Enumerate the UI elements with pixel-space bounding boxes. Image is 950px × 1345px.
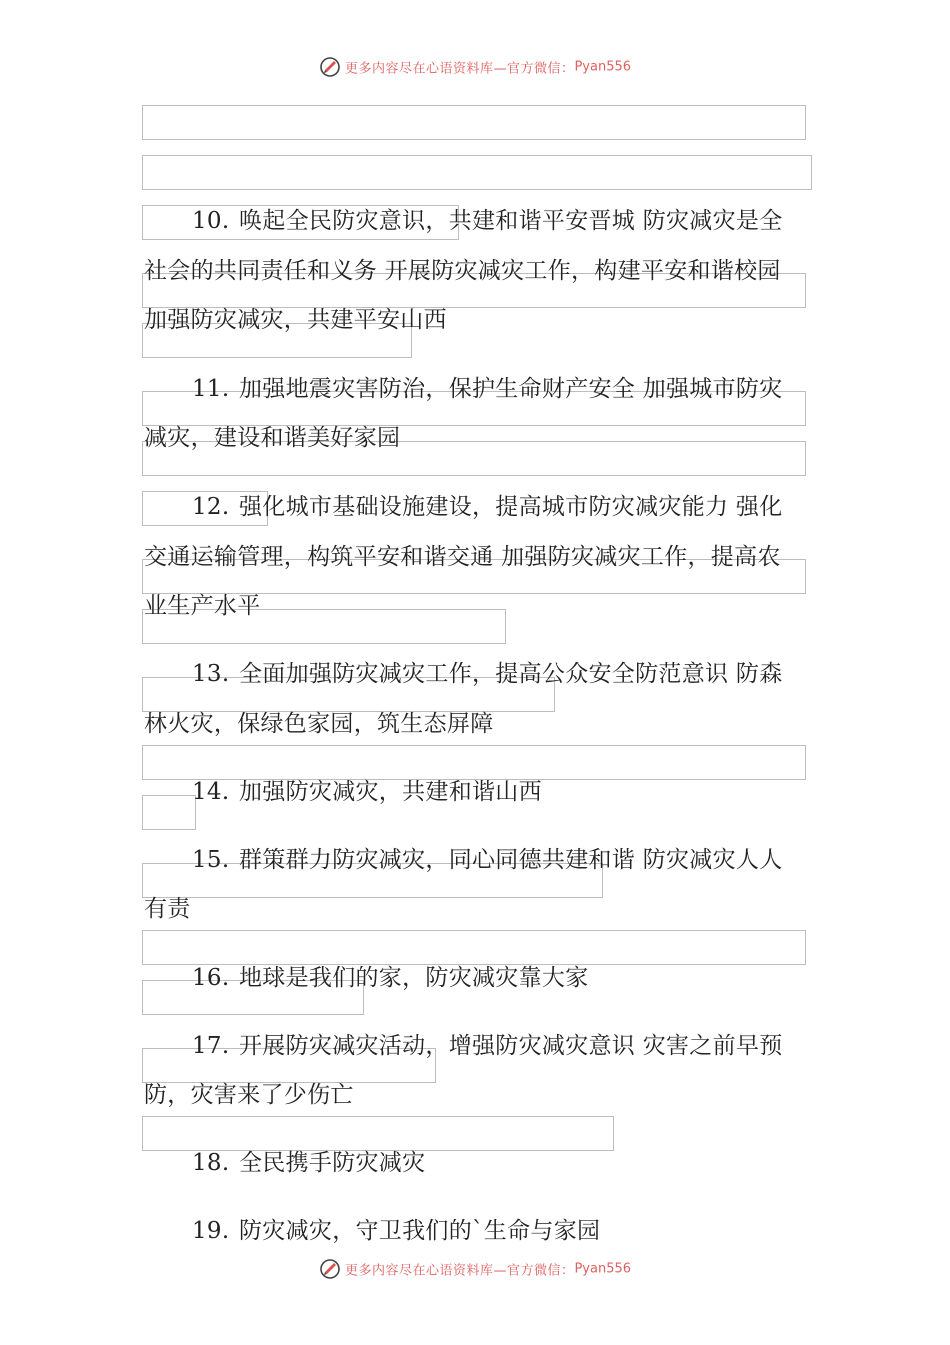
item-text: 有责 (144, 896, 191, 922)
list-item-line (192, 492, 783, 522)
item-text: 防，灾害来了少伤亡 (144, 1082, 354, 1108)
item-text: 全面加强防灾减灾工作，提高公众安全防范意识 防森 (239, 661, 783, 687)
outline-box (142, 105, 806, 140)
item-number: 13. (192, 661, 230, 687)
item-text: 唤起全民防灾意识，共建和谐平安晋城 防灾减灾是全 (239, 208, 783, 234)
list-item-line (144, 1080, 354, 1110)
watermark-code: Pyan556 (574, 59, 632, 75)
list-item-line (144, 709, 494, 739)
item-number: 19. (192, 1218, 230, 1244)
item-text: 业生产水平 (144, 593, 261, 619)
watermark-code: Pyan556 (574, 1261, 632, 1277)
footer-watermark (0, 1258, 950, 1280)
item-text: 加强防灾减灾，共建和谐山西 (239, 779, 542, 805)
list-item-line (192, 1031, 783, 1061)
list-item-line (192, 206, 783, 236)
watermark-text: 更多内容尽在心语资料库—官方微信： (344, 1263, 575, 1279)
outline-box (142, 930, 806, 965)
list-item-line (192, 963, 589, 993)
item-number: 16. (192, 965, 230, 991)
list-item-line (192, 1216, 600, 1246)
list-item-line (144, 423, 400, 453)
item-number: 17. (192, 1033, 230, 1059)
item-text: 社会的共同责任和义务 开展防灾减灾工作，构建平安和谐校园 (144, 258, 781, 284)
brand-logo-icon (319, 56, 341, 78)
outline-box (142, 155, 812, 190)
item-number: 11. (192, 376, 230, 402)
list-item-line (192, 845, 783, 875)
item-text: 强化城市基础设施建设，提高城市防灾减灾能力 强化 (239, 494, 783, 520)
item-number: 14. (192, 779, 230, 805)
outline-box (142, 745, 806, 780)
watermark-text: 更多内容尽在心语资料库—官方微信： (344, 61, 575, 77)
list-item-line (144, 256, 781, 286)
item-text: 林火灾，保绿色家园，筑生态屏障 (144, 711, 494, 737)
list-item-line (144, 305, 447, 335)
list-item-line (192, 374, 783, 404)
header-watermark (0, 56, 950, 78)
list-item-line (144, 894, 191, 924)
outline-box (142, 1116, 614, 1151)
list-item-line (192, 659, 783, 689)
item-text: 群策群力防灾减灾，同心同德共建和谐 防灾减灾人人 (239, 847, 783, 873)
item-number: 15. (192, 847, 230, 873)
brand-logo-icon (319, 1258, 341, 1280)
item-text: 全民携手防灾减灾 (239, 1150, 426, 1176)
list-item-line (192, 777, 542, 807)
list-item-line (192, 1148, 425, 1178)
item-number: 10. (192, 208, 230, 234)
item-text: 地球是我们的家，防灾减灾靠大家 (239, 965, 589, 991)
list-item-line (144, 591, 261, 621)
item-number: 12. (192, 494, 230, 520)
item-number: 18. (192, 1150, 230, 1176)
item-text: 减灾，建设和谐美好家园 (144, 425, 401, 451)
item-text: 防灾减灾，守卫我们的`生命与家园 (239, 1218, 601, 1244)
item-text: 交通运输管理，构筑平安和谐交通 加强防灾减灾工作，提高农 (144, 544, 781, 570)
item-text: 开展防灾减灾活动，增强防灾减灾意识 灾害之前早预 (239, 1033, 783, 1059)
outline-box (142, 795, 196, 830)
list-item-line (144, 542, 781, 572)
item-text: 加强防灾减灾，共建平安山西 (144, 307, 447, 333)
item-text: 加强地震灾害防治，保护生命财产安全 加强城市防灾 (239, 376, 783, 402)
